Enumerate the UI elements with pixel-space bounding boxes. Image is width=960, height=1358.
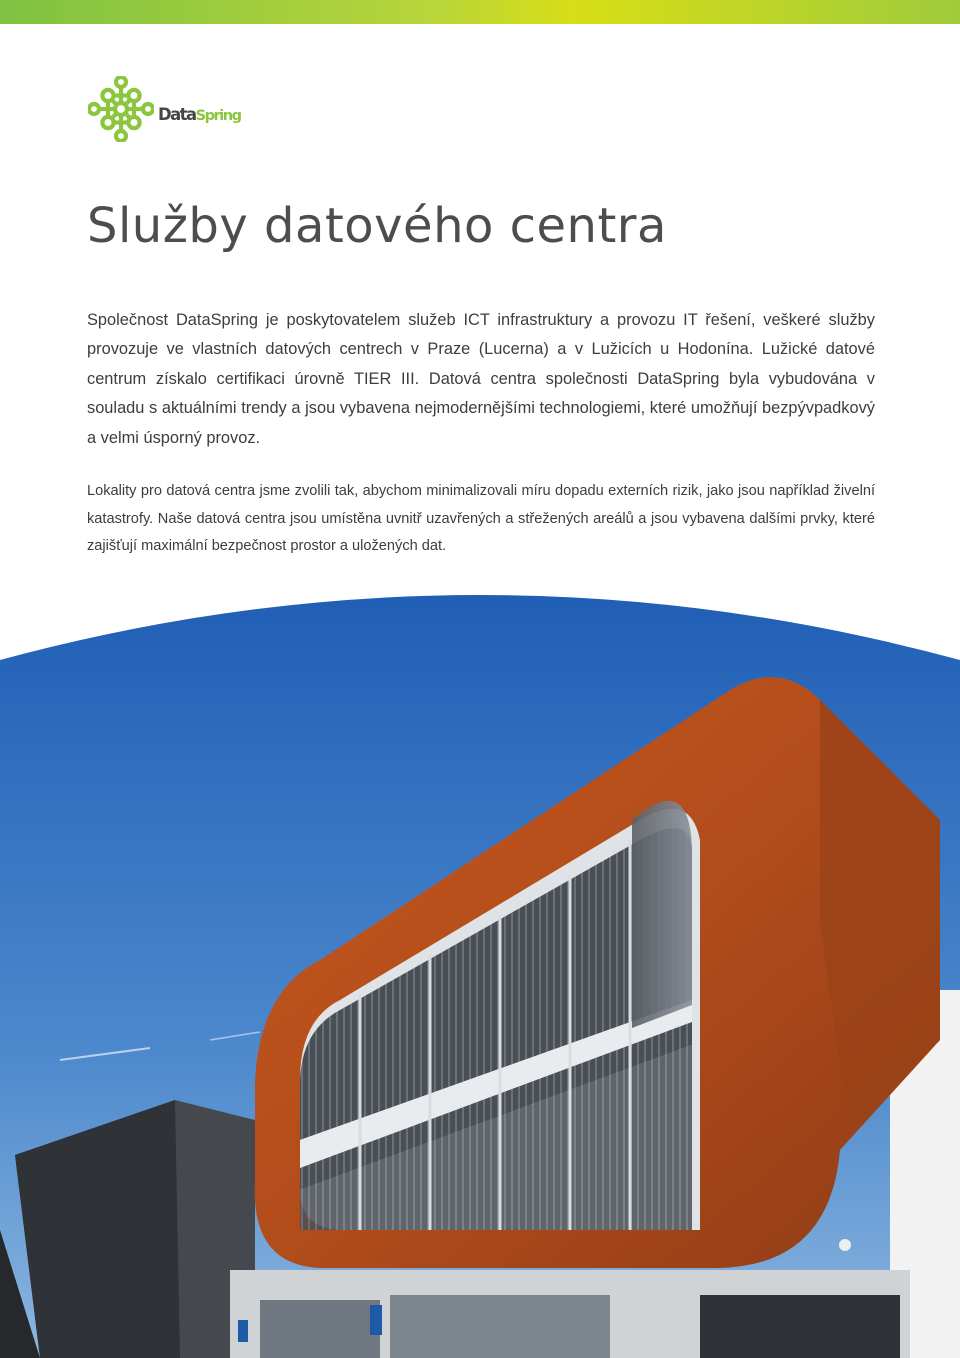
location-paragraph: Lokality pro datová centra jsme zvolili tak, abychom minimalizovali míru dopadu externích rizik, jako jsou například živelní katastrofy. Naše datová centra jsou umístěna uvnitř uzavřených a střežených areálů a jsou vybavena dalšími prvky, které zajišťují maximální bezpečnost prostor a uložených dat. [87, 483, 875, 554]
logo-wordmark [158, 89, 241, 130]
building-photo [0, 580, 960, 1358]
page-title: Služby datového centra [87, 198, 667, 254]
top-accent-bar [0, 0, 960, 24]
logo-wordmark-data: Data [158, 104, 196, 124]
logo-mark-icon [88, 76, 154, 142]
dataspring-logo [88, 76, 241, 142]
logo-wordmark-spring: Spring [195, 106, 241, 124]
intro-paragraph: Společnost DataSpring je poskytovatelem služeb ICT infrastruktury a provozu IT řešení, veškeré služby provozuje ve vlastních datových centrech v Praze (Lucerna) a v Lužicích u Hodonína. Lužické datové centrum získalo certifikaci úrovně TIER III. Datová centra společnosti DataSpring byla vybudována v souladu s aktuálními trendy a jsou vybavena nejmodernějšími technologiemi, které umožňují bezpývpadkový a velmi úsporný provoz. [87, 311, 875, 447]
